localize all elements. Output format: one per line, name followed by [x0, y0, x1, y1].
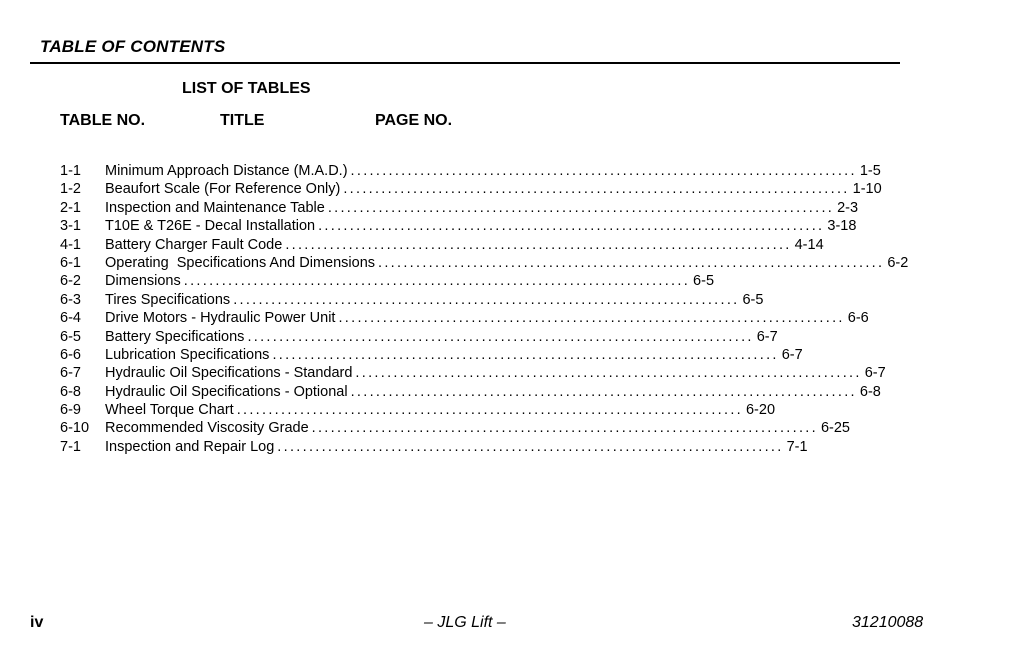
table-title: Battery Specifications [105, 328, 245, 345]
table-number: 3-1 [60, 218, 81, 235]
page-number: 6-7 [756, 328, 778, 345]
page-header-title: TABLE OF CONTENTS [40, 37, 226, 56]
footer-brand: – JLG Lift – [424, 614, 506, 631]
dot-leader: ................................................................................ [183, 273, 691, 290]
page-number: 6-25 [820, 420, 850, 437]
list-item[interactable] [60, 162, 881, 180]
table-number: 6-10 [60, 420, 90, 437]
dot-leader: ................................................................................ [272, 346, 779, 363]
page-number: 7-1 [786, 438, 808, 455]
footer-page-number: iv [30, 614, 44, 631]
table-title: Drive Motors - Hydraulic Power Unit [105, 310, 336, 327]
column-header-table-no: TABLE NO. [60, 112, 146, 129]
dot-leader: ................................................................................ [311, 420, 818, 437]
list-item[interactable] [60, 217, 857, 235]
table-title: Dimensions [105, 273, 181, 290]
list-item[interactable] [60, 346, 803, 364]
page-number: 6-20 [745, 402, 776, 419]
table-number: 7-1 [60, 438, 81, 455]
table-number: 2-1 [60, 199, 81, 216]
page-number: 6-7 [864, 365, 886, 382]
list-item[interactable] [60, 236, 824, 254]
table-title: Wheel Torque Chart [105, 402, 234, 419]
table-title: Minimum Approach Distance (M.A.D.) [105, 163, 348, 179]
dot-leader: ................................................................................ [338, 310, 845, 327]
page-number: 6-8 [859, 383, 881, 400]
list-item[interactable] [60, 419, 850, 437]
table-number: 6-5 [60, 328, 81, 345]
list-item[interactable] [60, 254, 909, 272]
dot-leader: ................................................................................ [285, 236, 792, 253]
dot-leader: ................................................................................ [277, 438, 784, 455]
dot-leader: ................................................................................ [355, 365, 862, 382]
table-title: Battery Charger Fault Code [105, 236, 283, 253]
table-number: 6-4 [60, 310, 81, 327]
list-item[interactable] [60, 401, 776, 419]
page-number: 6-6 [847, 310, 869, 327]
dot-leader: ................................................................................ [236, 402, 743, 419]
page-number: 6-7 [781, 346, 803, 363]
table-title: Beaufort Scale (For Reference Only) [105, 181, 341, 198]
dot-leader: ................................................................................ [247, 328, 754, 345]
column-header-page-no: PAGE NO. [375, 112, 453, 129]
list-item[interactable] [60, 438, 808, 456]
page-number: 6-2 [887, 254, 909, 271]
list-item[interactable] [60, 328, 778, 346]
dot-leader: ................................................................................ [233, 291, 740, 308]
list-item[interactable] [60, 180, 882, 198]
dot-leader: ................................................................................ [343, 181, 850, 198]
table-number: 6-6 [60, 346, 81, 363]
section-title: LIST OF TABLES [182, 80, 311, 97]
table-title: Hydraulic Oil Specifications - Optional [105, 383, 348, 400]
dot-leader: ................................................................................ [378, 254, 885, 271]
page-number: 6-5 [693, 273, 715, 290]
dot-leader: ................................................................................ [327, 199, 835, 216]
table-number: 1-1 [60, 163, 81, 179]
table-title: Recommended Viscosity Grade [105, 420, 309, 437]
dot-leader: ................................................................................ [318, 218, 825, 235]
page-number: 1-10 [852, 181, 882, 198]
header-rule [30, 62, 900, 64]
table-title: T10E & T26E - Decal Installation [105, 218, 316, 235]
table-number: 6-1 [60, 254, 81, 271]
page-number: 3-18 [827, 218, 857, 235]
footer-doc-number: 31210088 [852, 614, 924, 631]
table-title: Hydraulic Oil Specifications - Standard [105, 365, 353, 382]
dot-leader: ................................................................................ [350, 163, 857, 179]
page-number: 1-5 [859, 163, 881, 179]
table-number: 6-2 [60, 273, 81, 290]
table-number: 6-8 [60, 383, 81, 400]
page-number: 6-5 [742, 291, 764, 308]
list-item[interactable] [60, 309, 869, 327]
list-item[interactable] [60, 291, 764, 309]
table-title: Inspection and Repair Log [105, 438, 275, 455]
list-item[interactable] [60, 383, 881, 401]
dot-leader: ................................................................................ [350, 383, 857, 400]
list-item[interactable] [60, 199, 859, 217]
table-number: 4-1 [60, 236, 81, 253]
list-item[interactable] [60, 272, 715, 290]
table-number: 6-7 [60, 365, 81, 382]
table-list [60, 162, 909, 456]
table-number: 1-2 [60, 181, 81, 198]
table-number: 6-9 [60, 402, 81, 419]
table-title: Lubrication Specifications [105, 346, 270, 363]
table-number: 6-3 [60, 291, 81, 308]
table-title: Operating Specifications And Dimensions [105, 254, 376, 271]
page-number: 4-14 [794, 236, 824, 253]
column-header-title: TITLE [220, 112, 265, 129]
list-item[interactable] [60, 364, 886, 382]
table-title: Tires Specifications [105, 291, 231, 308]
page-number: 2-3 [837, 199, 859, 216]
table-title: Inspection and Maintenance Table [105, 199, 325, 216]
